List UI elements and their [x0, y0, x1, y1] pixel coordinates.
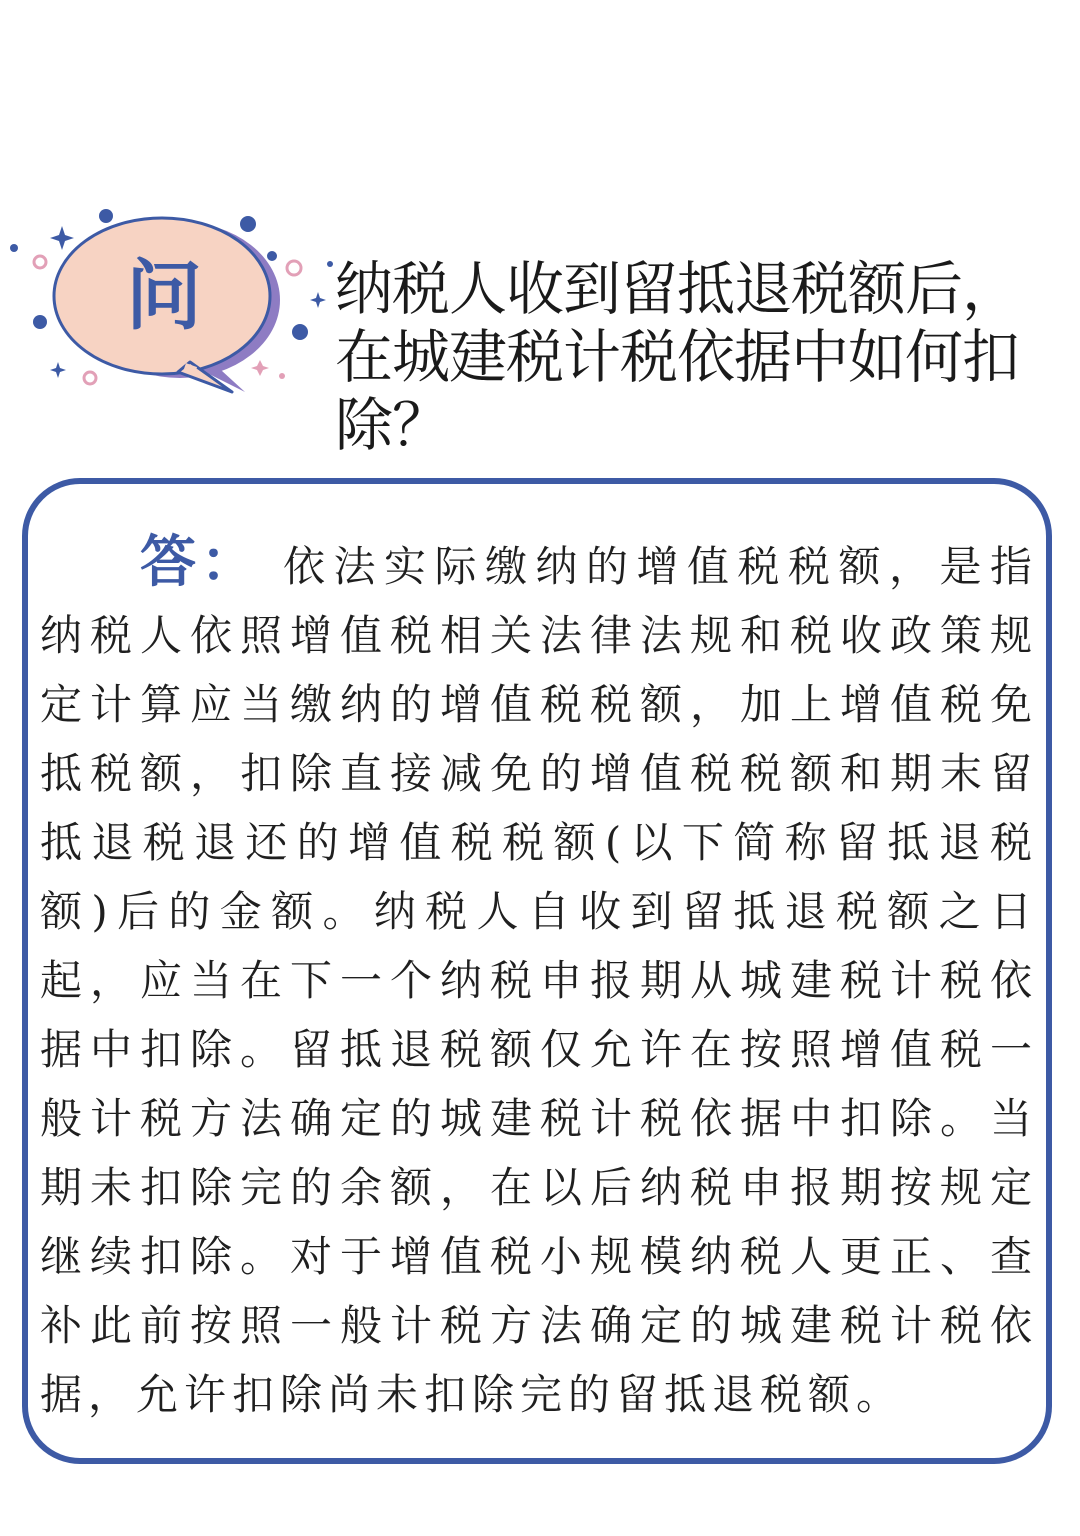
- answer-label: 答：: [140, 530, 261, 595]
- question-heading: 纳税人收到留抵退税额后，在城建税计税依据中如何扣除？: [335, 255, 1020, 459]
- question-bubble: [0, 200, 340, 420]
- question-badge: 问: [126, 251, 202, 340]
- answer-body: 依法实际缴纳的增值税税额，是指纳税人依照增值税相关法律法规和税收政策规定计算应当缴纳的增值税税额，加上增值税免抵税额，扣除直接减免的增值税税额和期末留抵退税退还的增值税税额(以下简称留抵退税额)后的金额。纳税人自收到留抵退税额之日起，应当在下一个纳税申报期从城建税计税依据中扣除。留抵退税额仅允许在按照增值税一般计税方法确定的城建税计税依据中扣除。当期未扣除完的余额，在以后纳税申报期按规定继续扣除。对于增值税小规模纳税人更正、查补此前按照一般计税方法确定的城建税计税依据，允许扣除尚未扣除完的留抵退税额。: [40, 542, 1038, 1419]
- answer-paragraph: [40, 528, 1038, 1429]
